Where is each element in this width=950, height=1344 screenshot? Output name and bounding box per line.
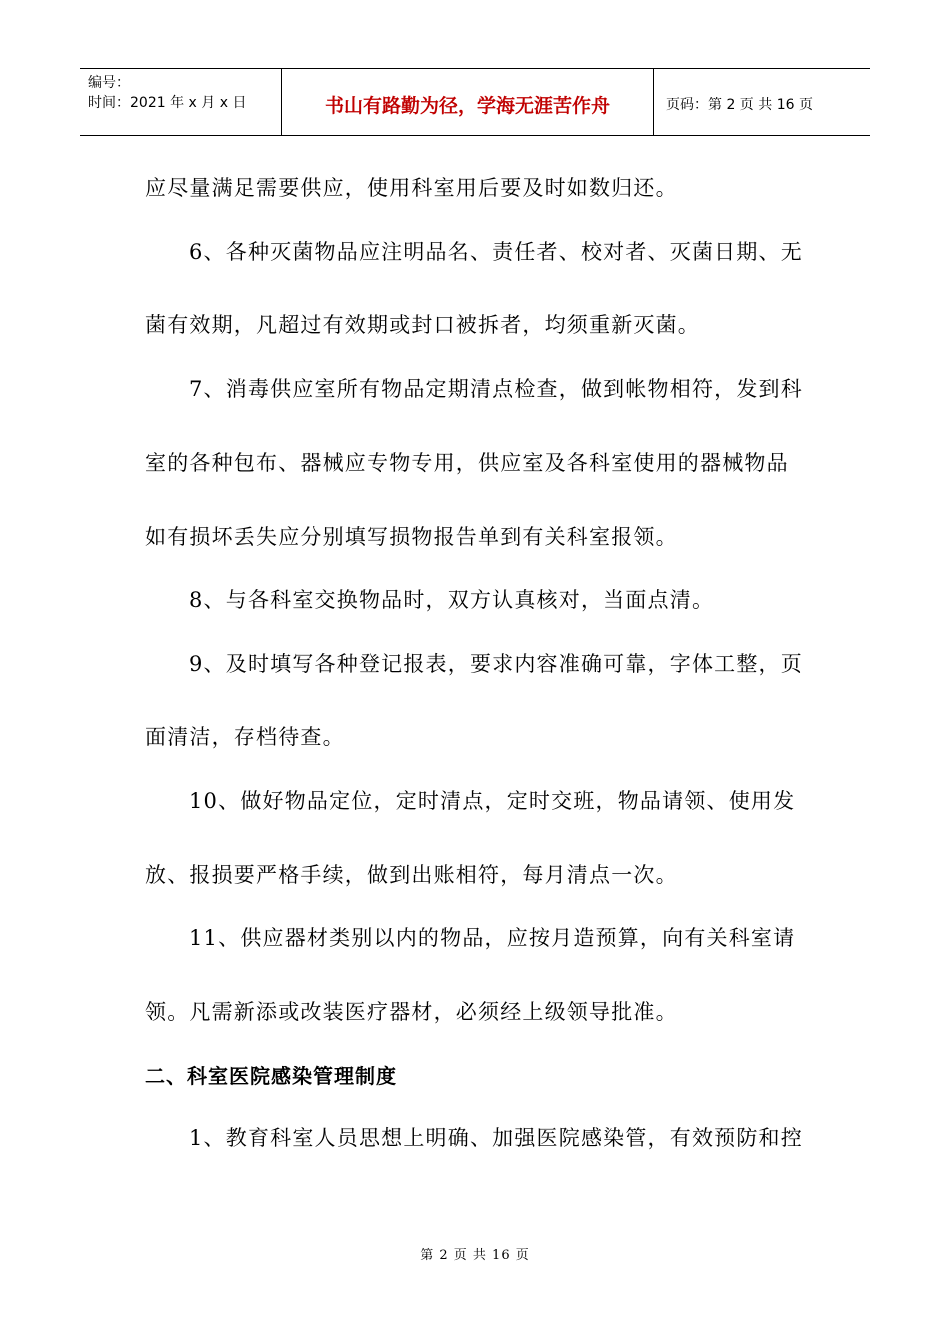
- paragraph-line: 7、消毒供应室所有物品定期清点检查，做到帐物相符，发到科: [189, 377, 803, 401]
- paragraph-line: 10、做好物品定位，定时清点，定时交班，物品请领、使用发: [189, 789, 796, 813]
- paragraph-line: 1、教育科室人员思想上明确、加强医院感染管，有效预防和控: [189, 1126, 803, 1150]
- paragraph-line: 9、及时填写各种登记报表，要求内容准确可靠，字体工整，页: [189, 652, 803, 676]
- paragraph-line: 室的各种包布、器械应专物专用，供应室及各科室使用的器械物品: [145, 451, 789, 475]
- paragraph-line: 菌有效期，凡超过有效期或封口被拆者，均须重新灭菌。: [145, 313, 700, 337]
- paragraph-line: 8、与各科室交换物品时，双方认真核对，当面点清。: [189, 588, 715, 612]
- paragraph-line: 面清洁，存档待查。: [145, 725, 345, 749]
- paragraph-line: 如有损坏丢失应分别填写损物报告单到有关科室报领。: [145, 525, 678, 549]
- paragraph-line: 应尽量满足需要供应，使用科室用后要及时如数归还。: [145, 176, 678, 200]
- header-page-number: 页码：第 2 页 共 16 页: [666, 97, 813, 113]
- date-label: 时间：2021 年 x 月 x 日: [88, 95, 247, 111]
- section-heading: 二、科室医院感染管理制度: [145, 1064, 397, 1088]
- header-motto: 书山有路勤为径，学海无涯苦作舟: [282, 69, 654, 135]
- page-header: [80, 68, 870, 136]
- paragraph-line: 放、报损要严格手续，做到出账相符，每月清点一次。: [145, 863, 678, 887]
- paragraph-line: 11、供应器材类别以内的物品，应按月造预算，向有关科室请: [189, 926, 796, 950]
- paragraph-line: 领。凡需新添或改装医疗器材，必须经上级领导批准。: [145, 1000, 678, 1024]
- paragraph-line: 6、各种灭菌物品应注明品名、责任者、校对者、灭菌日期、无: [189, 240, 803, 264]
- serial-number-label: 编号：: [88, 75, 130, 91]
- page-footer: 第 2 页 共 16 页: [420, 1248, 530, 1263]
- header-meta: [80, 69, 282, 135]
